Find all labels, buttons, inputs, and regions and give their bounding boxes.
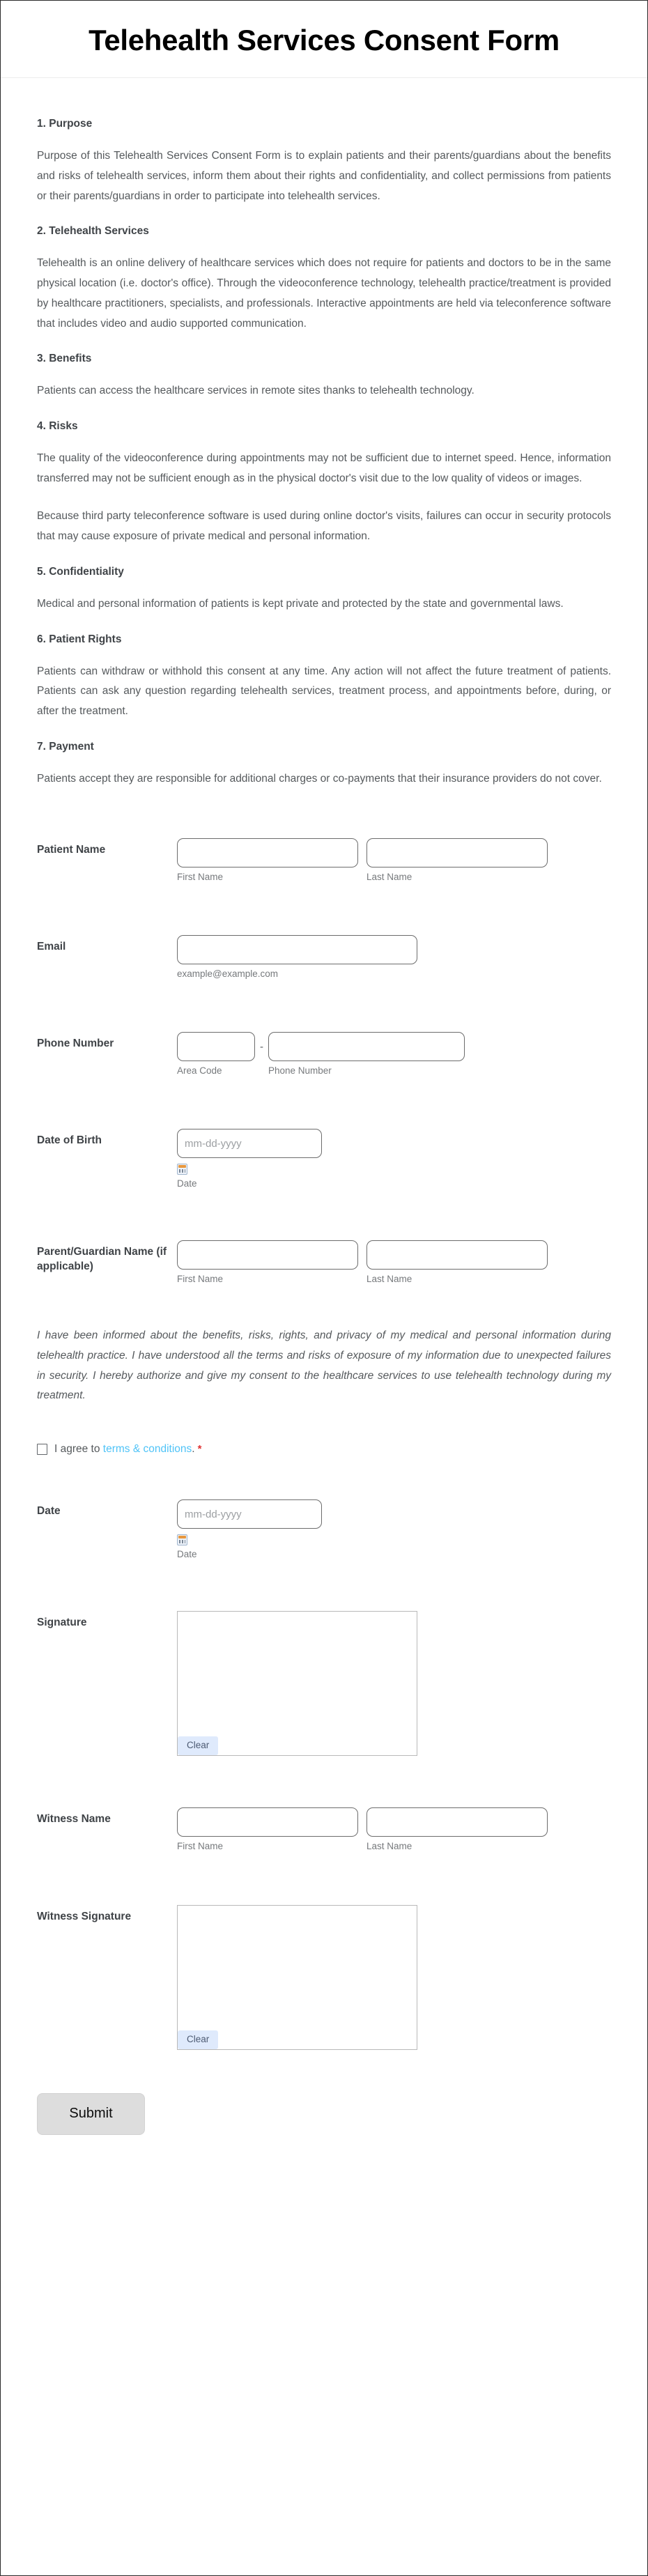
- field-guardian-name: [37, 1240, 611, 1286]
- section-paragraph: Medical and personal information of patients is kept private and protected by the state and governmental laws.: [37, 597, 564, 610]
- section-paragraph: Because third party teleconference software is used during online doctor's visits, failures can occur in security protocols that may cause exposure of private medical and personal information.: [37, 510, 611, 543]
- patient-last-name-input[interactable]: [367, 838, 548, 867]
- section-paragraph: Patients can withdraw or withhold this consent at any time. Any action will not affect the future treatment of patients. Patients can ask any question regarding telehealth services, treatment process, and appointments before, during, or after the treatment.: [37, 665, 611, 718]
- email-input[interactable]: [177, 935, 417, 964]
- field-label: Witness Signature: [37, 1910, 132, 1922]
- field-hint: Date: [177, 1178, 197, 1189]
- section-heading: 5. Confidentiality: [37, 565, 124, 578]
- section-paragraph: Purpose of this Telehealth Services Consent Form is to explain patients and their parents/guardians about the benefits and risks of telehealth services, inform them about their rights and confidentiality, and collect permissions from patients or their parents/guardians in order to participate into telehealth services.: [37, 150, 611, 202]
- field-email: [37, 935, 611, 980]
- section-patient-rights: [37, 633, 611, 722]
- section-paragraph: Telehealth is an online delivery of healthcare services which does not require for patients and doctors to be in the same physical location (i.e. doctor's office). Through the videoconference technology, telehealth practice/treatment is provided by healthcare practitioners, specialists, and professionals. Interactive appointments are held via teleconference software that includes video and audio supported communication.: [37, 257, 611, 330]
- agree-terms-label: [54, 1442, 201, 1456]
- field-label: Patient Name: [37, 843, 106, 856]
- consent-statement: [37, 1326, 611, 1406]
- guardian-first-name-input[interactable]: [177, 1240, 358, 1270]
- field-hint: Area Code: [177, 1065, 222, 1077]
- terms-and-conditions-link[interactable]: terms & conditions: [102, 1443, 192, 1456]
- field-label: Date: [37, 1505, 61, 1518]
- page-title: Telehealth Services Consent Form: [88, 24, 560, 56]
- field-hint: First Name: [177, 871, 224, 882]
- signature-fields: [37, 1499, 611, 2049]
- field-date: [37, 1499, 611, 1559]
- section-risks: [37, 419, 611, 547]
- section-benefits: [37, 352, 611, 401]
- section-heading: 4. Risks: [37, 419, 78, 432]
- section-heading: 1. Purpose: [37, 118, 93, 130]
- date-input[interactable]: [177, 1499, 322, 1529]
- section-confidentiality: [37, 565, 611, 615]
- signature-canvas[interactable]: [177, 1611, 417, 1756]
- field-hint: Date: [177, 1549, 197, 1560]
- section-heading: 7. Payment: [37, 740, 94, 753]
- section-heading: 3. Benefits: [37, 353, 92, 365]
- agree-suffix: .: [192, 1443, 195, 1456]
- witness-signature-clear-button[interactable]: Clear: [178, 2030, 218, 2049]
- field-label: Signature: [37, 1617, 87, 1629]
- field-hint: First Name: [177, 1274, 224, 1285]
- field-label: Email: [37, 940, 66, 952]
- submit-button[interactable]: Submit: [37, 2093, 145, 2135]
- submit-row: [37, 2093, 611, 2167]
- guardian-last-name-input[interactable]: [367, 1240, 548, 1270]
- form-content: [1, 78, 647, 2166]
- calendar-icon[interactable]: [177, 1164, 187, 1175]
- field-witness-signature: [37, 1905, 611, 2050]
- section-purpose: [37, 117, 611, 206]
- patient-first-name-input[interactable]: [177, 838, 358, 867]
- phone-area-code-input[interactable]: [177, 1032, 255, 1061]
- section-paragraph: The quality of the videoconference during appointments may not be sufficient due to internet speed. Hence, information transferred may not be sufficient enough as in the physical doctor's visit due to the low quality of videos or images.: [37, 452, 611, 484]
- field-phone-number: [37, 1032, 611, 1077]
- section-payment: [37, 740, 611, 789]
- field-hint: First Name: [177, 1841, 224, 1852]
- required-marker: *: [197, 1443, 202, 1456]
- phone-number-input[interactable]: [268, 1032, 465, 1061]
- section-heading: 6. Patient Rights: [37, 633, 122, 645]
- witness-first-name-input[interactable]: [177, 1807, 358, 1837]
- field-date-of-birth: [37, 1129, 611, 1189]
- field-witness-name: [37, 1807, 611, 1853]
- section-heading: 2. Telehealth Services: [37, 225, 149, 238]
- field-signature: [37, 1611, 611, 1756]
- form-header: [1, 1, 647, 78]
- field-patient-name: [37, 838, 611, 884]
- agree-terms-checkbox[interactable]: [37, 1444, 47, 1455]
- signature-clear-button[interactable]: Clear: [178, 1736, 218, 1755]
- form-fields: [37, 838, 611, 1286]
- field-label: Date of Birth: [37, 1134, 102, 1147]
- field-label: Phone Number: [37, 1038, 114, 1050]
- field-hint: Phone Number: [268, 1065, 332, 1077]
- witness-last-name-input[interactable]: [367, 1807, 548, 1837]
- agree-terms-row: [37, 1442, 611, 1456]
- section-paragraph: Patients accept they are responsible for additional charges or co-payments that their insurance providers do not cover.: [37, 772, 602, 785]
- phone-separator: -: [260, 1041, 263, 1054]
- field-label: Witness Name: [37, 1813, 111, 1826]
- field-label: Parent/Guardian Name (if applicable): [37, 1246, 167, 1273]
- field-hint: Last Name: [367, 871, 412, 882]
- agree-prefix: I agree to: [54, 1443, 103, 1456]
- field-hint: Last Name: [367, 1841, 412, 1852]
- calendar-icon[interactable]: [177, 1534, 187, 1545]
- witness-signature-canvas[interactable]: [177, 1905, 417, 2050]
- field-hint: Last Name: [367, 1274, 412, 1285]
- section-paragraph: Patients can access the healthcare services in remote sites thanks to telehealth technology.: [37, 385, 475, 397]
- date-of-birth-input[interactable]: [177, 1129, 322, 1158]
- section-telehealth-services: [37, 224, 611, 334]
- field-hint: example@example.com: [177, 968, 279, 979]
- consent-paragraph: I have been informed about the benefits, risks, rights, and privacy of my medical and personal information during telehealth practice. I have understood all the terms and risks of exposure of my information due to unexpected failures in security. I hereby authorize and give my consent to the healthcare services to use telehealth technology during my treatment.: [37, 1329, 611, 1402]
